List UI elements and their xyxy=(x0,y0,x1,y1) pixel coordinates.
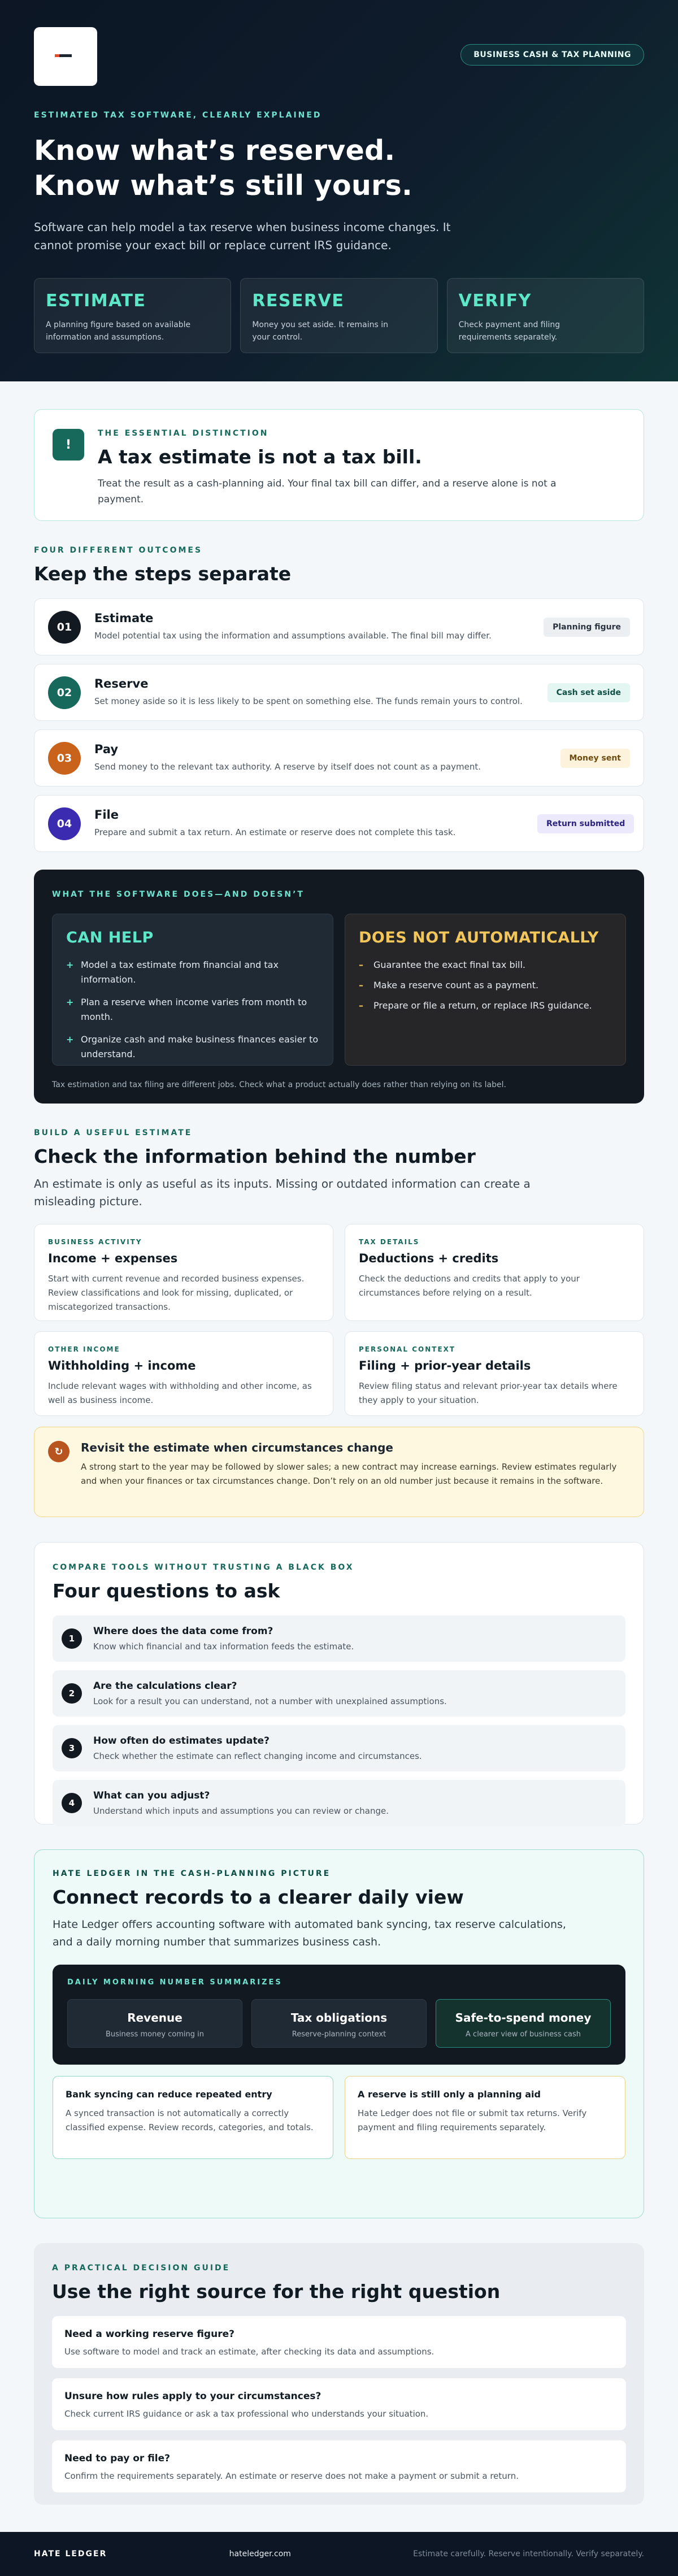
guide-item: Unsure how rules apply to your circumstances? Check current IRS guidance or ask a tax professional who understands your situation. xyxy=(52,2378,626,2430)
step-desc: Prepare and submit a tax return. An estimate or reserve does not complete this task. xyxy=(94,827,456,837)
hero-title: Know what’s reserved. Know what’s still yours. xyxy=(34,134,412,202)
info-lead: An estimate is only as useful as its inputs. Missing or outdated information can create a misleading picture. xyxy=(34,1177,531,1208)
steps-list xyxy=(34,598,644,852)
revisit-title: Revisit the estimate when circumstances change xyxy=(81,1441,393,1454)
info-card-withholding: OTHER INCOME Withholding + income Include relevant wages with withholding and other income, as well as business income. xyxy=(34,1331,333,1416)
planning-badge: BUSINESS CASH & TAX PLANNING xyxy=(460,44,644,66)
does-not-item: – Make a reserve count as a payment. xyxy=(359,978,612,993)
questions-kicker: COMPARE TOOLS WITHOUT TRUSTING A BLACK BOX xyxy=(53,1563,354,1572)
can-help-title: CAN HELP xyxy=(66,929,154,946)
revisit-callout xyxy=(34,1427,644,1517)
does-not-title: DOES NOT AUTOMATICALLY xyxy=(359,929,599,946)
questions-title: Four questions to ask xyxy=(53,1580,280,1602)
does-not-panel xyxy=(345,914,626,1066)
can-help-panel xyxy=(52,914,333,1066)
site-footer xyxy=(0,2532,678,2576)
daily-morning-number-panel xyxy=(53,1965,625,2065)
reserve-card: RESERVE Money you set aside. It remains in your control. xyxy=(240,278,437,353)
does-not-item: – Guarantee the exact final tax bill. xyxy=(359,958,612,972)
distinction-title: A tax estimate is not a tax bill. xyxy=(98,446,422,468)
question-text: Where does the data come from? xyxy=(93,1626,273,1637)
question-answer: Know which financial and tax information feeds the estimate. xyxy=(93,1641,354,1652)
guide-item: Need to pay or file? Confirm the requirements separately. An estimate or reserve does not make a payment or submit a return. xyxy=(52,2440,626,2492)
info-title: Check the information behind the number xyxy=(34,1145,476,1167)
step-title: Estimate xyxy=(94,611,154,625)
can-help-item: + Model a tax estimate from financial and tax information. xyxy=(66,958,319,987)
footer-tagline: Estimate carefully. Reserve intentionally. Verify separately. xyxy=(413,2549,644,2558)
can-help-item: + Plan a reserve when income varies from month to month. xyxy=(66,995,319,1024)
software-kicker: WHAT THE SOFTWARE DOES—AND DOESN’T xyxy=(52,890,305,899)
step-tag: Money sent xyxy=(560,749,631,768)
question-item xyxy=(53,1725,625,1771)
software-note: Tax estimation and tax filing are different jobs. Check what a product actually does rather than relying on its label. xyxy=(52,1080,506,1089)
info-card-filing: PERSONAL CONTEXT Filing + prior-year details Review filing status and relevant prior-year tax details where they apply to your situation. xyxy=(345,1331,644,1416)
step-estimate xyxy=(34,598,644,655)
step-number: 04 xyxy=(48,807,81,840)
question-answer: Look for a result you can understand, not a number with unexplained assumptions. xyxy=(93,1696,447,1706)
step-title: Pay xyxy=(94,742,119,756)
question-text: Are the calculations clear? xyxy=(93,1680,237,1692)
alert-icon: ! xyxy=(53,429,84,461)
ledger-kicker: HATE LEDGER IN THE CASH-PLANNING PICTURE xyxy=(53,1869,331,1878)
step-number: 03 xyxy=(48,742,81,775)
outcomes-title: Keep the steps separate xyxy=(34,563,292,585)
question-number: 3 xyxy=(62,1738,82,1758)
distinction-kicker: THE ESSENTIAL DISTINCTION xyxy=(98,429,269,438)
estimate-card: ESTIMATE A planning figure based on available information and assumptions. xyxy=(34,278,231,353)
step-tag: Planning figure xyxy=(544,618,630,637)
step-desc: Set money aside so it is less likely to be spent on something else. The funds remain yours to control. xyxy=(94,696,523,706)
does-not-item: – Prepare or file a return, or replace IRS guidance. xyxy=(359,998,612,1013)
decision-guide xyxy=(34,2243,644,2505)
guide-title: Use the right source for the right question xyxy=(52,2280,501,2303)
step-title: Reserve xyxy=(94,677,149,690)
question-text: How often do estimates update? xyxy=(93,1735,270,1747)
hero-section xyxy=(0,0,678,381)
step-tag: Cash set aside xyxy=(547,683,630,702)
footer-site-link[interactable]: hateledger.com xyxy=(229,2549,291,2558)
question-number: 4 xyxy=(62,1793,82,1813)
hero-kicker: ESTIMATED TAX SOFTWARE, CLEARLY EXPLAINED xyxy=(34,111,322,120)
revisit-desc: A strong start to the year may be followed by slower sales; a new contract may increase earnings. Review estimates regularly and when your finances or tax circumstances change. Don’t rely on an old number just because it remains in the software. xyxy=(81,1462,617,1486)
refresh-icon: ↻ xyxy=(48,1441,69,1462)
question-number: 1 xyxy=(62,1628,82,1649)
verify-card: VERIFY Check payment and filing requirements separately. xyxy=(447,278,644,353)
guide-kicker: A PRACTICAL DECISION GUIDE xyxy=(52,2264,231,2273)
guide-item: Need a working reserve figure? Use software to model and track an estimate, after checking its data and assumptions. xyxy=(52,2316,626,2368)
question-answer: Check whether the estimate can reflect changing income and circumstances. xyxy=(93,1751,422,1761)
question-text: What can you adjust? xyxy=(93,1790,210,1801)
step-tag: Return submitted xyxy=(537,814,634,833)
ledger-lead: Hate Ledger offers accounting software with automated bank syncing, tax reserve calculations, and a daily morning number that summarizes business cash. xyxy=(53,1918,566,1948)
step-desc: Send money to the relevant tax authority. A reserve by itself does not count as a payment. xyxy=(94,762,481,772)
outcomes-kicker: FOUR DIFFERENT OUTCOMES xyxy=(34,546,203,555)
essential-distinction xyxy=(34,409,644,521)
info-card-income: BUSINESS ACTIVITY Income + expenses Start with current revenue and recorded business expenses. Review classifications and look for missing, duplicated, or miscategorized transactions. xyxy=(34,1224,333,1321)
questions-section xyxy=(34,1542,644,1825)
step-pay xyxy=(34,729,644,787)
hate-ledger-section xyxy=(34,1849,644,2218)
dm-kicker: DAILY MORNING NUMBER SUMMARIZES xyxy=(67,1978,282,1987)
hate-ledger-logo[interactable] xyxy=(34,27,97,86)
safe-to-spend-tile: Safe-to-spend money A clearer view of business cash xyxy=(436,1999,611,2048)
tax-obligations-tile: Tax obligations Reserve-planning context xyxy=(251,1999,427,2048)
info-card-deductions: TAX DETAILS Deductions + credits Check the deductions and credits that apply to your circumstances before relying on a result. xyxy=(345,1224,644,1321)
software-capabilities xyxy=(34,870,644,1104)
revenue-tile: Revenue Business money coming in xyxy=(67,1999,242,2048)
question-item xyxy=(53,1670,625,1717)
hero-lead: Software can help model a tax reserve when business income changes. It cannot promise your exact bill or replace current IRS guidance. xyxy=(34,220,451,252)
step-file xyxy=(34,795,644,852)
step-reserve xyxy=(34,664,644,721)
footer-brand: HATE LEDGER xyxy=(34,2549,107,2558)
step-number: 01 xyxy=(48,611,81,644)
info-kicker: BUILD A USEFUL ESTIMATE xyxy=(34,1128,193,1137)
planning-aid-card: A reserve is still only a planning aid Hate Ledger does not file or submit tax returns. Verify payment and filing requirements separately. xyxy=(345,2076,625,2159)
step-number: 02 xyxy=(48,676,81,709)
question-answer: Understand which inputs and assumptions you can review or change. xyxy=(93,1806,389,1816)
can-help-item: + Organize cash and make business finances easier to understand. xyxy=(66,1032,319,1062)
question-item xyxy=(53,1780,625,1826)
bank-syncing-card: Bank syncing can reduce repeated entry A synced transaction is not automatically a correctly classified expense. Review records, categories, and totals. xyxy=(53,2076,333,2159)
step-title: File xyxy=(94,808,119,822)
step-desc: Model potential tax using the information and assumptions available. The final bill may differ. xyxy=(94,631,492,641)
ledger-title: Connect records to a clearer daily view xyxy=(53,1886,464,1908)
question-item xyxy=(53,1615,625,1662)
question-number: 2 xyxy=(62,1683,82,1704)
distinction-desc: Treat the result as a cash-planning aid. Your final tax bill can differ, and a reserve alone is not a payment. xyxy=(98,478,557,505)
